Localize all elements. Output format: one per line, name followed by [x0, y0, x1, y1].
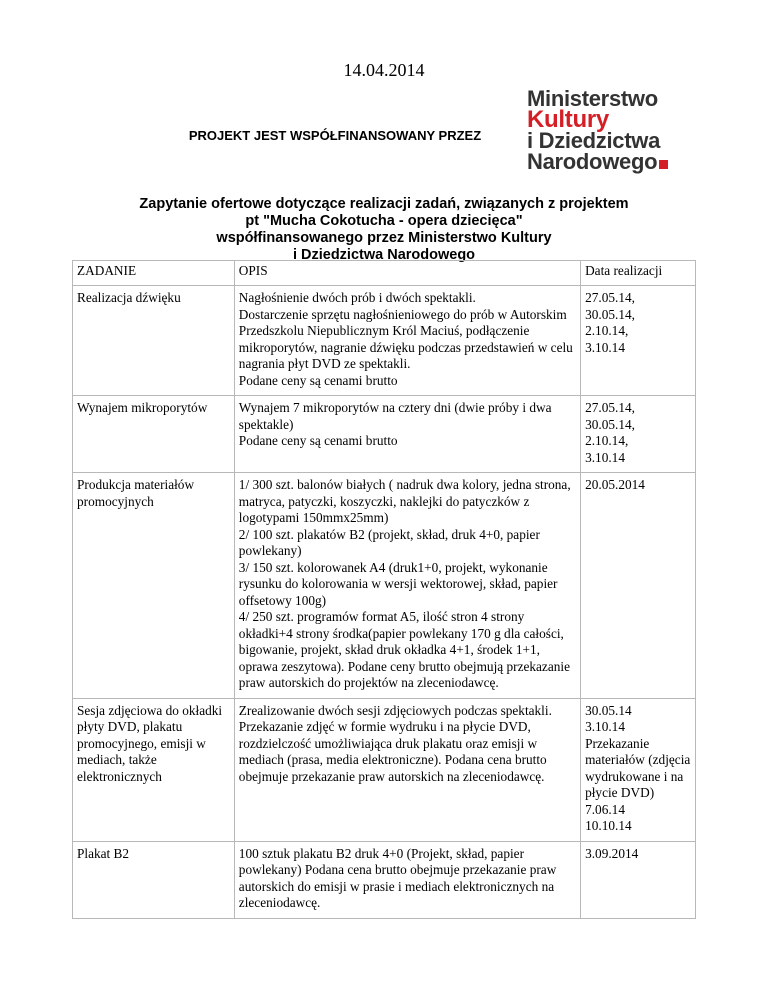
logo-line-3: i Dziedzictwa: [527, 128, 661, 153]
task-cell: Produkcja materiałów promocyjnych: [73, 473, 235, 699]
table-row: [73, 396, 696, 473]
logo-line-1: Ministerstwo: [527, 86, 658, 111]
task-cell: Plakat B2: [73, 841, 235, 918]
tasks-table: [72, 260, 696, 919]
logo-line-4-text: Narodowego: [527, 149, 658, 174]
header-description: OPIS: [234, 261, 580, 286]
date-cell: 3.09.2014: [581, 841, 696, 918]
task-cell: Wynajem mikroporytów: [73, 396, 235, 473]
cofinanced-label: PROJEKT JEST WSPÓŁFINANSOWANY PRZEZ: [188, 128, 482, 143]
logo-line-4: [527, 151, 707, 172]
title-line-3: współfinansowanego przez Ministerstwo Kultury: [216, 230, 552, 246]
task-cell: Sesja zdjęciowa do okładki płyty DVD, plakatu promocyjnego, emisji w mediach, także elektronicznych: [73, 698, 235, 841]
description-cell: Wynajem 7 mikroporytów na cztery dni (dwie próby i dwa spektakle) Podane ceny są cenami brutto: [234, 396, 580, 473]
description-cell: Zrealizowanie dwóch sesji zdjęciowych podczas spektakli. Przekazanie zdjęć w formie wydruku i na płycie DVD, rozdzielczość umożliwiająca druk plakatu oraz emisji w mediach (prasa, media elektroniczne). Podana cena brutto obejmuje przekazanie praw autorskich na zleceniodawcę.: [234, 698, 580, 841]
description-cell: 100 sztuk plakatu B2 druk 4+0 (Projekt, skład, papier powlekany) Podana cena brutto obejmuje przekazanie praw autorskich do emisji w prasie i mediach elektronicznych na zleceniodawcę.: [234, 841, 580, 918]
date-cell: 27.05.14, 30.05.14, 2.10.14, 3.10.14: [581, 286, 696, 396]
date-cell: 30.05.14 3.10.14 Przekazanie materiałów (zdjęcia wydrukowane i na płycie DVD) 7.06.14 10.10.14: [581, 698, 696, 841]
table-row: [73, 473, 696, 699]
title-line-2: pt "Mucha Cokotucha - opera dziecięca": [245, 213, 523, 229]
document-date: 14.04.2014: [343, 60, 425, 80]
task-cell: Realizacja dźwięku: [73, 286, 235, 396]
header-date: Data realizacji: [581, 261, 696, 286]
table-header-row: [73, 261, 696, 286]
table-row: [73, 698, 696, 841]
date-cell: 27.05.14, 30.05.14, 2.10.14, 3.10.14: [581, 396, 696, 473]
title-line-4: i Dziedzictwa Narodowego: [292, 247, 476, 263]
table-row: [73, 286, 696, 396]
header-task: ZADANIE: [73, 261, 235, 286]
ministry-logo: [527, 88, 707, 178]
description-cell: 1/ 300 szt. balonów białych ( nadruk dwa kolory, jedna strona, matryca, patyczki, koszyczki, naklejki do patyczków z logotypami 150mmx25mm) 2/ 100 szt. plakatów B2 (projekt, skład, druk 4+0, papier powlekany) 3/ 150 szt. kolorowanek A4 (druk1+0, projekt, wykonanie rysunku do kolorowania w wersji wektorowej, skład, papier offsetowy 100g) 4/ 250 szt. programów format A5, ilość stron 4 strony okładki+4 strony środka(papier powlekany 170 g dla całości, bigowanie, projekt, skład druk okładka 4+1, środek 1+1, oprawa zeszytowa). Podane ceny brutto obejmują przekazanie praw autorskich do projektów na zleceniodawcę.: [234, 473, 580, 699]
logo-dot-icon: [659, 160, 668, 169]
title-line-1: Zapytanie ofertowe dotyczące realizacji zadań, związanych z projektem: [139, 196, 629, 212]
document-title: [90, 196, 678, 264]
date-cell: 20.05.2014: [581, 473, 696, 699]
description-cell: Nagłośnienie dwóch prób i dwóch spektakli. Dostarczenie sprzętu nagłośnieniowego do prób w Autorskim Przedszkolu Niepublicznym Król Maciuś, podłączenie mikroporytów, nagranie dźwięku podczas przedstawień w celu nagrania płyt DVD ze spektakli. Podane ceny są cenami brutto: [234, 286, 580, 396]
table-row: [73, 841, 696, 918]
logo-line-2: Kultury: [527, 106, 609, 133]
